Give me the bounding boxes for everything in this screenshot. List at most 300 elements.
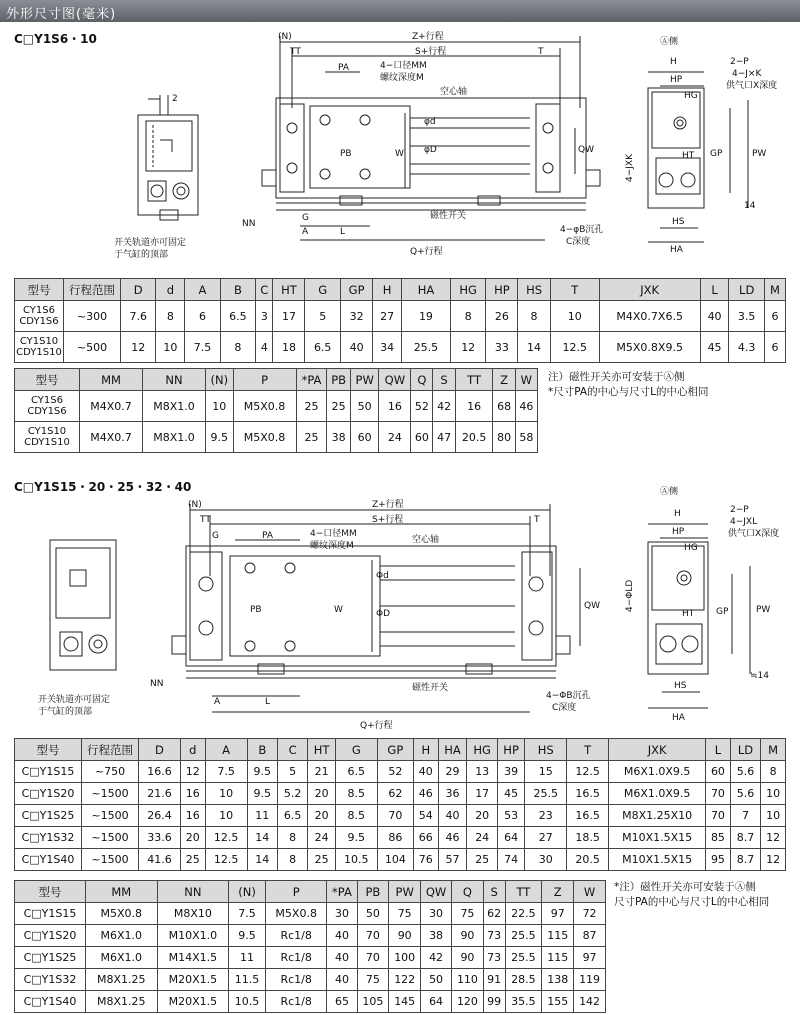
s1-note-2: *尺寸PA的中心与尺寸L的中心相同 — [548, 386, 709, 398]
s1-t1-h: HG — [450, 279, 486, 301]
s1-notes — [548, 370, 708, 400]
table-cell: 26.4 — [139, 805, 181, 827]
table-cell: 45 — [497, 783, 524, 805]
s2-hs-label: HS — [674, 681, 687, 691]
table-cell: 14 — [518, 332, 551, 363]
model-name-1: CY1S10 — [19, 336, 59, 347]
s1-s-label: S+行程 — [415, 47, 447, 57]
s2-spec-table-2 — [14, 880, 606, 1013]
s2-t2-header-row — [15, 881, 606, 903]
s1-pb-label: PB — [340, 149, 352, 159]
table-cell: 87 — [574, 925, 606, 947]
s1-tt-label: TT — [290, 47, 301, 57]
table-row — [15, 991, 606, 1013]
model-name-2: CDY1S10 — [24, 437, 70, 448]
s2-rail-note-2: 于气缸的顶部 — [38, 707, 93, 717]
table-cell: 8 — [156, 301, 185, 332]
table-cell: ~1500 — [82, 849, 139, 871]
model-cell: C□Y1S20 — [15, 925, 86, 947]
table-cell: 25 — [296, 391, 327, 422]
table-cell: 29 — [438, 761, 467, 783]
table-cell: 25 — [180, 849, 205, 871]
table-cell: 12 — [450, 332, 486, 363]
s1-t2-header-row — [15, 369, 538, 391]
s2-t1-h: T — [567, 739, 609, 761]
table-cell: 7.5 — [185, 332, 220, 363]
table-cell: 60 — [706, 761, 731, 783]
table-row — [15, 805, 786, 827]
table-cell: 35.5 — [505, 991, 542, 1013]
table-row — [15, 849, 786, 871]
s1-t1-h: HT — [273, 279, 305, 301]
s1-mag-label: 磁性开关 — [430, 211, 467, 221]
s1-pw-label: PW — [752, 149, 767, 159]
s2-t2-h: NN — [157, 881, 229, 903]
table-cell: 5.6 — [730, 783, 760, 805]
s2-q-label: Q+行程 — [360, 721, 393, 731]
table-cell: 10 — [205, 783, 247, 805]
model-cell — [15, 422, 80, 453]
s1-n-label: (N) — [278, 32, 292, 42]
s1-t1-h: L — [700, 279, 729, 301]
table-cell: 142 — [574, 991, 606, 1013]
table-row — [15, 969, 606, 991]
s2-note-2: 尺寸PA的中心与尺寸L的中心相同 — [614, 896, 770, 908]
s2-pb-label: PB — [250, 605, 262, 615]
s1-t1-h: C — [256, 279, 273, 301]
s1-jxk-label: 4−J×K — [732, 69, 762, 79]
s2-notes — [614, 880, 769, 910]
s2-t1-h: G — [335, 739, 377, 761]
table-cell: M10X1.5X15 — [609, 849, 706, 871]
s1-t1-h: JXK — [599, 279, 700, 301]
table-cell: 10 — [550, 301, 599, 332]
s1-spec-table-2 — [14, 368, 538, 453]
s1-hp-label: HP — [670, 75, 683, 85]
table-cell: 8 — [518, 301, 551, 332]
s2-side-a-label: Ⓐ侧 — [660, 487, 679, 497]
s2-t1-h: C — [277, 739, 307, 761]
table-cell: 16.5 — [567, 805, 609, 827]
s2-pa-label: PA — [262, 531, 274, 541]
table-cell: 12.5 — [205, 849, 247, 871]
table-cell: 12 — [761, 827, 786, 849]
s1-label-2: 2 — [172, 94, 178, 104]
table-cell: 25.5 — [402, 332, 451, 363]
table-cell: 60 — [411, 422, 433, 453]
s2-t1-h: HG — [467, 739, 498, 761]
table-cell: 10 — [156, 332, 185, 363]
table-cell: 6 — [764, 301, 785, 332]
table-cell: 21 — [308, 761, 335, 783]
table-cell: 120 — [452, 991, 484, 1013]
table-cell: 8 — [277, 849, 307, 871]
table-cell: M10X1.5X15 — [609, 827, 706, 849]
s1-cdepth-label: C深度 — [566, 237, 591, 247]
table-cell: 8.7 — [730, 827, 760, 849]
table-cell: 64 — [497, 827, 524, 849]
table-cell: 10.5 — [229, 991, 266, 1013]
table-cell: 75 — [389, 903, 421, 925]
table-cell: Rc1/8 — [265, 925, 326, 947]
table-cell: 9.5 — [229, 925, 266, 947]
table-cell: 21.6 — [139, 783, 181, 805]
s1-pa-label: PA — [338, 63, 350, 73]
table-cell: 40 — [340, 332, 372, 363]
table-cell: M14X1.5 — [157, 947, 229, 969]
table-cell: 34 — [373, 332, 402, 363]
s2-t1-h: A — [205, 739, 247, 761]
s1-rail-note-2: 于气缸的顶部 — [114, 250, 169, 260]
s2-l-label: L — [265, 697, 271, 707]
table-cell: M8X1.0 — [143, 422, 206, 453]
table-cell: 75 — [357, 969, 389, 991]
table-cell: 9.5 — [247, 761, 277, 783]
table-cell: 18 — [273, 332, 305, 363]
s2-t2-h: PW — [389, 881, 421, 903]
table-cell: 5.6 — [730, 761, 760, 783]
s1-t1-h: HP — [486, 279, 518, 301]
s1-t1-h: HA — [402, 279, 451, 301]
model-name-1: CY1S6 — [23, 305, 55, 316]
table-cell: 11.5 — [229, 969, 266, 991]
s2-t2-h: Q — [452, 881, 484, 903]
table-cell: 74 — [497, 849, 524, 871]
s1-t1-h: HS — [518, 279, 551, 301]
s1-gp-label: GP — [710, 149, 723, 159]
table-cell: 16 — [180, 783, 205, 805]
s1-nn-label: NN — [242, 219, 256, 229]
model-name-2: CDY1S10 — [16, 347, 62, 358]
s2-end-view-drawing — [620, 478, 798, 728]
s2-n-label: (N) — [188, 500, 202, 510]
model-cell: C□Y1S25 — [15, 805, 82, 827]
table-cell: 24 — [379, 422, 411, 453]
table-row — [15, 422, 538, 453]
table-cell: 25 — [308, 849, 335, 871]
s1-h-label: H — [670, 57, 677, 67]
model-cell: C□Y1S32 — [15, 827, 82, 849]
s2-t2-h: S — [483, 881, 505, 903]
s2-rail-note-1: 开关轨道亦可固定 — [38, 695, 111, 705]
table-cell: M5X0.8 — [86, 903, 158, 925]
table-cell: 22.5 — [505, 903, 542, 925]
s1-t2-h: W — [515, 369, 537, 391]
s2-t1-h: 行程范围 — [82, 739, 139, 761]
table-cell: ~750 — [82, 761, 139, 783]
table-cell: 50 — [357, 903, 389, 925]
model-cell — [15, 391, 80, 422]
s1-t1-h: 行程范围 — [64, 279, 121, 301]
s1-t2-h: MM — [80, 369, 143, 391]
table-cell: 90 — [452, 925, 484, 947]
table-cell: 40 — [327, 969, 357, 991]
table-cell: 70 — [706, 805, 731, 827]
table-cell: 25 — [327, 391, 350, 422]
s2-t2-h: *PA — [327, 881, 357, 903]
model-name-2: CDY1S6 — [27, 406, 67, 417]
table-cell: 73 — [483, 947, 505, 969]
table-cell: 11 — [247, 805, 277, 827]
s1-t2-h: NN — [143, 369, 206, 391]
s1-thread-label: 螺纹深度M — [380, 73, 424, 83]
table-row — [15, 903, 606, 925]
table-row — [15, 301, 786, 332]
s2-note-1: *注）磁性开关亦可安装于Ⓐ侧 — [614, 881, 756, 893]
table-cell: M5X0.8 — [233, 391, 296, 422]
s1-t2-h: (N) — [206, 369, 234, 391]
s1-t2-h: PW — [350, 369, 379, 391]
table-cell: 10 — [205, 805, 247, 827]
s2-t1-h: D — [139, 739, 181, 761]
table-cell: 99 — [483, 991, 505, 1013]
s1-ld-label: 4−JXK — [625, 154, 635, 182]
table-cell: 100 — [389, 947, 421, 969]
table-cell: ~500 — [64, 332, 121, 363]
table-cell: 25.5 — [525, 783, 567, 805]
s1-t2-h: TT — [455, 369, 493, 391]
table-cell: 12 — [180, 761, 205, 783]
s1-hg-label: HG — [684, 91, 698, 101]
table-cell: 38 — [421, 925, 452, 947]
table-cell: 76 — [413, 849, 438, 871]
table-cell: 16.5 — [567, 783, 609, 805]
table-cell: Rc1/8 — [265, 947, 326, 969]
table-cell: 62 — [377, 783, 413, 805]
table-cell: 95 — [706, 849, 731, 871]
table-cell: 15 — [525, 761, 567, 783]
table-cell: 7 — [730, 805, 760, 827]
table-cell: 9.5 — [247, 783, 277, 805]
s2-cdepth-label: C深度 — [552, 703, 577, 713]
s1-t1-h: B — [220, 279, 255, 301]
table-cell: 8.5 — [335, 783, 377, 805]
table-cell: 33 — [486, 332, 518, 363]
model-name-2: CDY1S6 — [19, 316, 59, 327]
table-cell: 27 — [525, 827, 567, 849]
s2-mag-label: 磁性开关 — [412, 683, 449, 693]
s1-t1-h: T — [550, 279, 599, 301]
table-cell: 97 — [574, 947, 606, 969]
table-cell: 45 — [700, 332, 729, 363]
table-cell: 25.5 — [505, 947, 542, 969]
model-cell: C□Y1S32 — [15, 969, 86, 991]
table-cell: 72 — [574, 903, 606, 925]
table-cell: 24 — [308, 827, 335, 849]
model-cell: C□Y1S25 — [15, 947, 86, 969]
table-cell: 64 — [421, 991, 452, 1013]
s2-a-label: A — [214, 697, 221, 707]
table-cell: 41.6 — [139, 849, 181, 871]
table-cell: 54 — [413, 805, 438, 827]
s2-mm-label: 4−口径MM — [310, 529, 357, 539]
s1-ha-label: HA — [670, 245, 683, 255]
table-cell: 27 — [373, 301, 402, 332]
table-cell: 17 — [467, 783, 498, 805]
s2-t1-h: M — [761, 739, 786, 761]
header-title: 外形尺寸图(毫米) — [6, 7, 117, 22]
table-cell: 16.6 — [139, 761, 181, 783]
table-cell: 6.5 — [305, 332, 340, 363]
model-cell — [15, 332, 64, 363]
table-cell: 14 — [247, 827, 277, 849]
section-header — [0, 0, 800, 22]
table-cell: 18.5 — [567, 827, 609, 849]
table-cell: ~1500 — [82, 805, 139, 827]
table-cell: 52 — [377, 761, 413, 783]
table-cell: 5 — [277, 761, 307, 783]
table-cell: 12 — [761, 849, 786, 871]
table-cell: 20 — [308, 805, 335, 827]
table-cell: 90 — [452, 947, 484, 969]
table-cell: M5X0.8 — [233, 422, 296, 453]
table-cell: 91 — [483, 969, 505, 991]
s2-t1-h: 型号 — [15, 739, 82, 761]
table-cell: 23 — [525, 805, 567, 827]
s2-hg-label: HG — [684, 543, 698, 553]
s2-port-label: 供气口X深度 — [728, 529, 780, 539]
table-cell: 20 — [467, 805, 498, 827]
s1-t2-h: S — [433, 369, 455, 391]
table-cell: 46 — [438, 827, 467, 849]
table-cell: 7.6 — [121, 301, 156, 332]
s1-t1-h: GP — [340, 279, 372, 301]
table-cell: 25 — [467, 849, 498, 871]
table-cell: 8.7 — [730, 849, 760, 871]
s2-t2-h: Z — [542, 881, 574, 903]
s2-hp-label: HP — [672, 527, 685, 537]
table-cell: 4 — [256, 332, 273, 363]
s2-gp-label: GP — [716, 607, 729, 617]
table-cell: ~300 — [64, 301, 121, 332]
table-cell: 47 — [433, 422, 455, 453]
s2-t2-h: QW — [421, 881, 452, 903]
table-cell: 8 — [220, 332, 255, 363]
s2-t1-h: H — [413, 739, 438, 761]
s2-t1-header-row — [15, 739, 786, 761]
table-row — [15, 783, 786, 805]
s1-l-label: L — [340, 227, 346, 237]
table-cell: 85 — [706, 827, 731, 849]
table-cell: M8X1.25 — [86, 991, 158, 1013]
table-cell: 5 — [305, 301, 340, 332]
table-cell: M5X0.8X9.5 — [599, 332, 700, 363]
table-cell: 16 — [180, 805, 205, 827]
table-cell: 30 — [327, 903, 357, 925]
s2-14-label: ≒14 — [750, 671, 770, 681]
table-cell: 70 — [357, 947, 389, 969]
table-cell: 65 — [327, 991, 357, 1013]
table-cell: 40 — [413, 761, 438, 783]
table-cell: 7.5 — [229, 903, 266, 925]
table-cell: Rc1/8 — [265, 991, 326, 1013]
table-cell: M20X1.5 — [157, 969, 229, 991]
table-cell: 68 — [493, 391, 515, 422]
s1-w-label: W — [395, 149, 404, 159]
table-cell: 115 — [542, 947, 574, 969]
s2-g-label: G — [212, 531, 219, 541]
s2-t2-h: 型号 — [15, 881, 86, 903]
table-cell: 110 — [452, 969, 484, 991]
s2-jxl-label: 4−JXL — [730, 517, 758, 527]
s1-g-label: G — [302, 213, 309, 223]
table-cell: 40 — [327, 947, 357, 969]
table-cell: M5X0.8 — [265, 903, 326, 925]
table-cell: 33.6 — [139, 827, 181, 849]
s2-t1-h: HT — [308, 739, 335, 761]
section1-title: C□Y1S6・10 — [14, 32, 97, 46]
table-cell: 70 — [706, 783, 731, 805]
table-cell: 42 — [421, 947, 452, 969]
s1-side-a-label: Ⓐ侧 — [660, 37, 679, 47]
s2-t-label: T — [534, 515, 540, 525]
s2-nn-label: NN — [150, 679, 164, 689]
s2-t1-h: HS — [525, 739, 567, 761]
table-row — [15, 761, 786, 783]
table-cell: 20 — [308, 783, 335, 805]
s2-t1-h: LD — [730, 739, 760, 761]
s2-ld-label: 4−ΦLD — [625, 579, 635, 612]
table-cell: 10 — [761, 783, 786, 805]
table-cell: 80 — [493, 422, 515, 453]
table-cell: 24 — [467, 827, 498, 849]
s1-hs-label: HS — [672, 217, 685, 227]
table-cell: 12.5 — [567, 761, 609, 783]
s2-t1-h: JXK — [609, 739, 706, 761]
s1-main-drawing — [240, 28, 620, 260]
model-name-1: CY1S10 — [27, 426, 67, 437]
table-cell: 17 — [273, 301, 305, 332]
table-cell: 10 — [761, 805, 786, 827]
s1-t2-h: Q — [411, 369, 433, 391]
table-cell: 7.5 — [205, 761, 247, 783]
table-cell: 20.5 — [455, 422, 493, 453]
table-cell: M10X1.0 — [157, 925, 229, 947]
table-cell: M8X1.25X10 — [609, 805, 706, 827]
s2-t2-h: (N) — [229, 881, 266, 903]
table-cell: ~1500 — [82, 783, 139, 805]
s2-qw-label: QW — [584, 601, 600, 611]
table-cell: 39 — [497, 761, 524, 783]
table-cell: 26 — [486, 301, 518, 332]
s2-ht-label: HT — [682, 609, 695, 619]
table-cell: 12.5 — [205, 827, 247, 849]
table-row — [15, 827, 786, 849]
table-cell: 75 — [452, 903, 484, 925]
model-cell: C□Y1S15 — [15, 903, 86, 925]
s1-rail-note-1: 开关轨道亦可固定 — [114, 238, 187, 248]
table-cell: 30 — [525, 849, 567, 871]
table-cell: 8.5 — [335, 805, 377, 827]
table-cell: 10.5 — [335, 849, 377, 871]
table-cell: ~1500 — [82, 827, 139, 849]
table-cell: 40 — [700, 301, 729, 332]
table-cell: 97 — [542, 903, 574, 925]
model-cell: C□Y1S40 — [15, 991, 86, 1013]
s2-spec-table-1 — [14, 738, 786, 871]
table-cell: 52 — [411, 391, 433, 422]
s2-thread-label: 螺纹深度M — [310, 541, 354, 551]
table-cell: 105 — [357, 991, 389, 1013]
table-cell: 6.5 — [277, 805, 307, 827]
table-cell: 9.5 — [335, 827, 377, 849]
s2-h-label: H — [674, 509, 681, 519]
s1-t-label: T — [538, 47, 544, 57]
table-cell: 115 — [542, 925, 574, 947]
table-cell: 58 — [515, 422, 537, 453]
s1-t1-h: M — [764, 279, 785, 301]
table-cell: M4X0.7 — [80, 422, 143, 453]
